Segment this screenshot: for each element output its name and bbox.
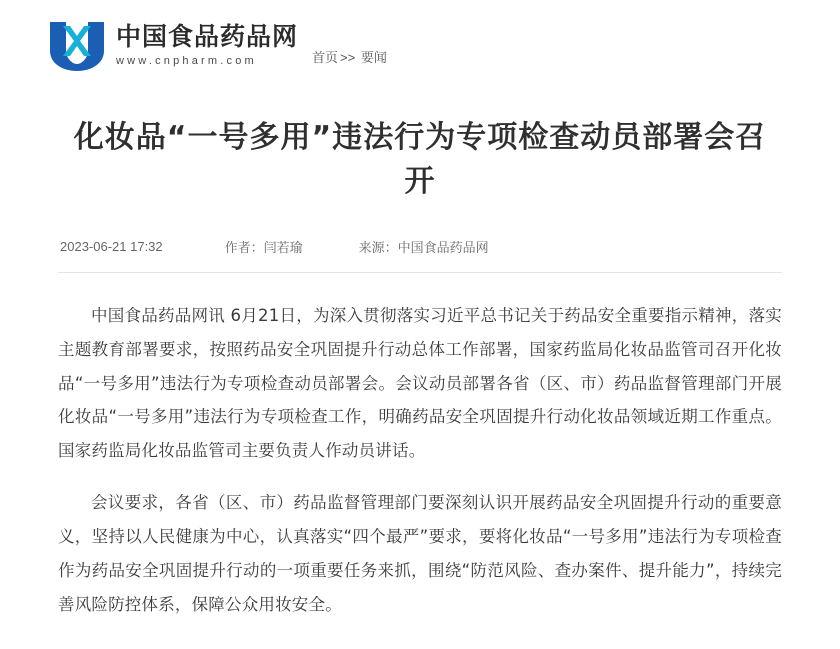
article-meta (58, 237, 782, 273)
breadcrumb (312, 47, 387, 66)
breadcrumb-item-current[interactable]: 要闻 (360, 50, 387, 65)
cnpharm-logo-icon (46, 20, 108, 72)
article-container (58, 72, 782, 621)
article-date: 2023-06-21 17:32 (60, 239, 163, 254)
article-body (58, 299, 782, 621)
article-paragraph: 中国食品药品网讯 6月21日，为深入贯彻落实习近平总书记关于药品安全重要指示精神，落实主题教育部署要求，按照药品安全巩固提升行动总体工作部署，国家药监局化妆品监管司召开化妆品“一号多用”违法行为专项检查动员部署会。会议动员部署各省（区、市）药品监督管理部门开展化妆品“一号多用”违法行为专项检查工作，明确药品安全巩固提升行动化妆品领域近期工作重点。国家药监局化妆品监管司主要负责人作动员讲话。 (58, 306, 782, 461)
article-paragraph: 会议要求，各省（区、市）药品监督管理部门要深刻认识开展药品安全巩固提升行动的重要意义，坚持以人民健康为中心，认真落实“四个最严”要求，要将化妆品“一号多用”违法行为专项检查作为药品安全巩固提升行动的一项重要任务来抓，围绕“防范风险、查办案件、提升能力”，持续完善风险防控体系，保障公众用妆安全。 (58, 493, 782, 614)
brand-name: 中国食品药品网 (116, 22, 299, 52)
brand-text (116, 23, 298, 67)
breadcrumb-separator: >> (340, 50, 356, 65)
site-brand[interactable] (46, 20, 298, 72)
site-header (0, 0, 840, 72)
article-author: 作者：闫若瑜 (224, 240, 303, 255)
page-title: 化妆品“一号多用”违法行为专项检查动员部署会召开 (73, 120, 767, 199)
breadcrumb-item-home[interactable]: 首页 (312, 50, 339, 65)
brand-url: www.cnpharm.com (116, 54, 257, 67)
article-source: 来源：中国食品药品网 (358, 240, 489, 255)
